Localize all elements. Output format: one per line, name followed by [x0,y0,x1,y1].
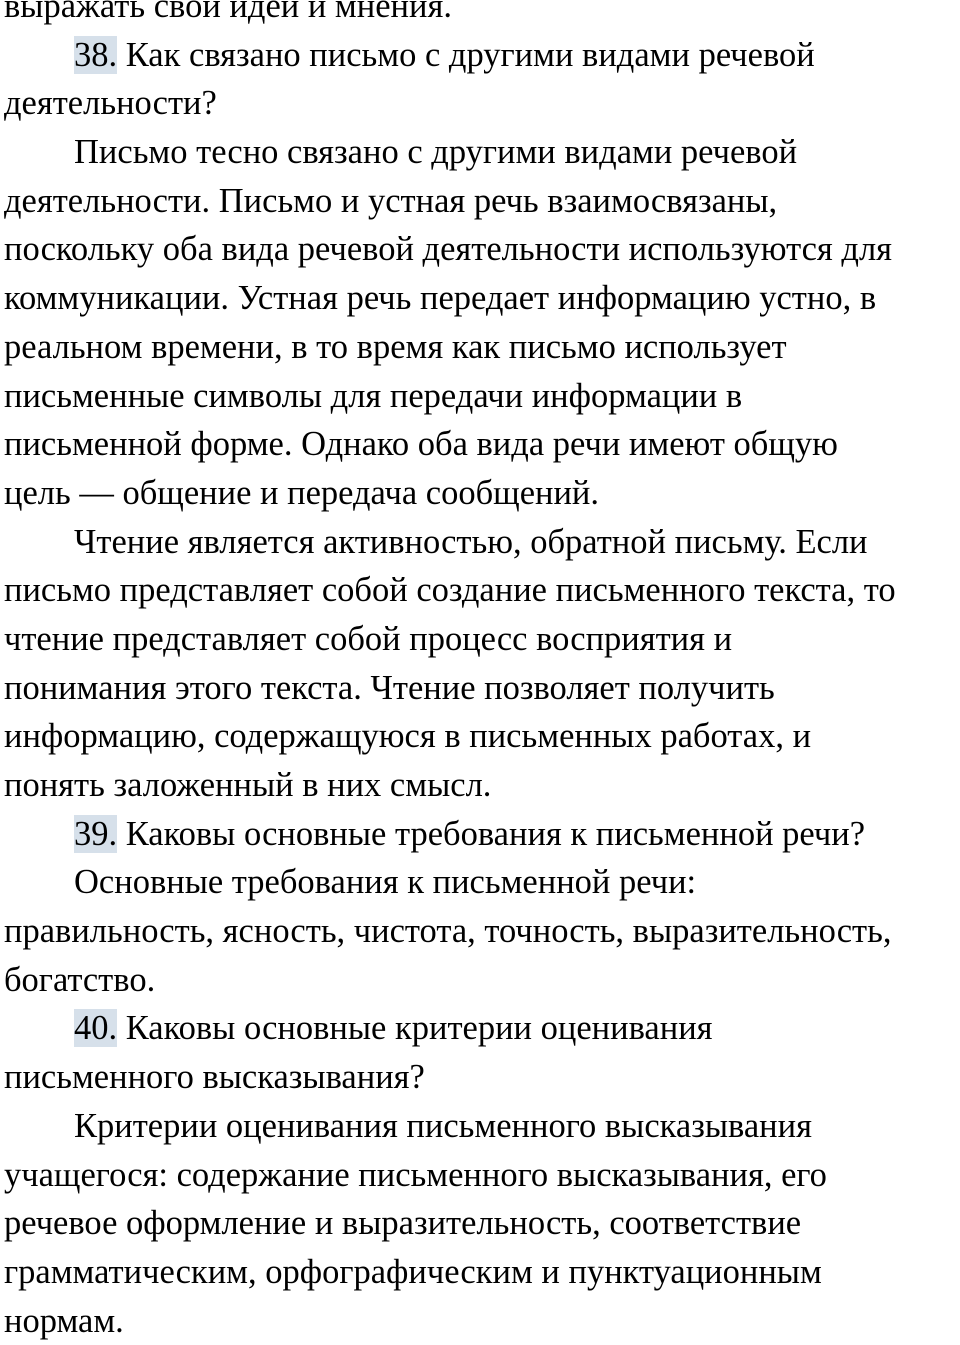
text-line [4,1151,958,1200]
text-line [4,225,958,274]
text-line [4,761,958,810]
line-text: речевое оформление и выразительность, соответствие [4,1204,802,1243]
line-text: Основные требования к письменной речи: [74,863,697,902]
line-text: письменные символы для передачи информации в [4,376,743,415]
text-line [4,518,958,567]
text-line [4,0,958,31]
text-line [4,372,958,421]
line-text: Критерии оценивания письменного высказывания [74,1106,812,1145]
text-line [4,323,958,372]
text-line [4,79,958,128]
text-line [4,858,958,907]
text-line [4,712,958,761]
line-text: деятельности? [4,84,217,123]
line-text: информацию, содержащуюся в письменных работах, и [4,717,812,756]
text-line [4,907,958,956]
line-text: чтение представляет собой процесс восприятия и [4,619,733,658]
text-line [4,128,958,177]
line-text: Как связано письмо с другими видами речевой [117,35,815,74]
line-text: понимания этого текста. Чтение позволяет получить [4,668,775,707]
text-line [4,615,958,664]
text-line [4,177,958,226]
line-text: нормам. [4,1301,124,1340]
line-text: Каковы основные требования к письменной речи? [117,814,866,853]
text-line [4,420,958,469]
text-line [4,566,958,615]
line-text: поскольку оба вида речевой деятельности используются для [4,230,893,269]
line-text: Письмо тесно связано с другими видами речевой [74,133,798,172]
text-line [4,31,958,80]
text-line [4,1297,958,1345]
line-text: правильность, ясность, чистота, точность, выразительность, [4,912,892,951]
line-text: выражать свои идеи и мнения. [4,0,452,25]
text-line [4,664,958,713]
text-line [4,469,958,518]
line-text: учащегося: содержание письменного высказывания, его [4,1155,827,1194]
line-text: богатство. [4,960,156,999]
text-line [4,1102,958,1151]
text-line [4,274,958,323]
text-line [4,1053,958,1102]
text-line [4,1004,958,1053]
line-text: коммуникации. Устная речь передает информацию устно, в [4,279,877,318]
line-text: деятельности. Письмо и устная речь взаимосвязаны, [4,181,778,220]
text-line [4,1248,958,1297]
text-line [4,956,958,1005]
line-text: письмо представляет собой создание письменного текста, то [4,571,896,610]
line-text: цель — общение и передача сообщений. [4,473,600,512]
question-number: 40. [74,1009,118,1048]
line-text: Чтение является активностью, обратной письму. Если [74,522,868,561]
question-number: 39. [74,814,118,853]
line-text: понять заложенный в них смысл. [4,766,492,804]
line-text: письменного высказывания? [4,1058,425,1097]
question-number: 38. [74,35,118,74]
text-line [4,810,958,859]
line-text: Каковы основные критерии оценивания [117,1009,713,1048]
line-text: письменной форме. Однако оба вида речи имеют общую [4,425,838,464]
text-line [4,1199,958,1248]
line-text: грамматическим, орфографическим и пунктуационным [4,1252,822,1291]
line-text: реальном времени, в то время как письмо использует [4,327,787,366]
document-page [4,0,958,1345]
